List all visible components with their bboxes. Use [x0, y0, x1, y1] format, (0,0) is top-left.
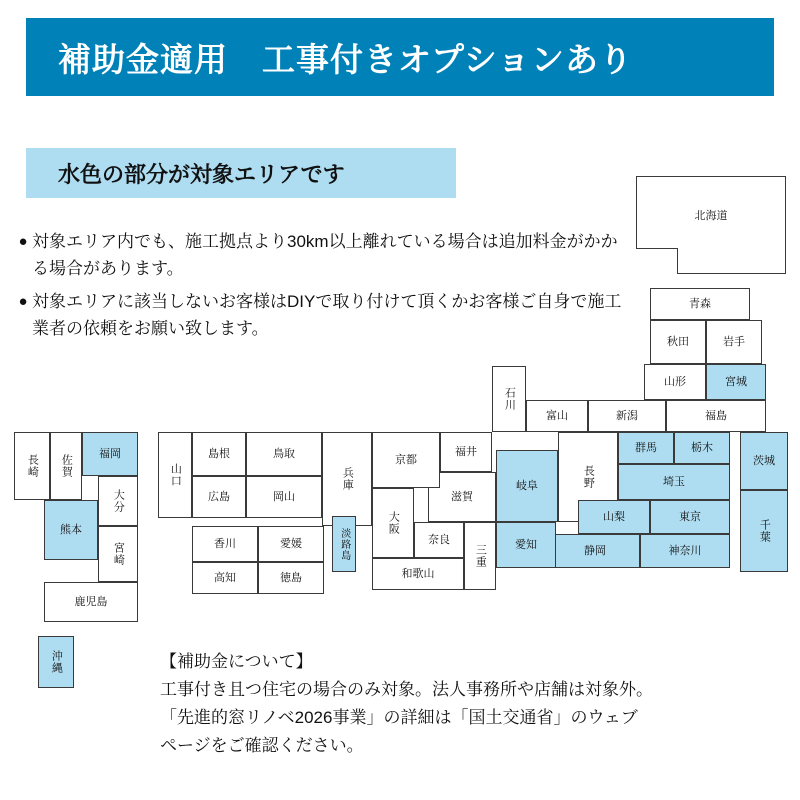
bullet-icon: ●: [18, 293, 28, 310]
pref-label: 沖縄: [50, 650, 63, 674]
pref-akita: [650, 320, 706, 364]
pref-okinawa: [38, 636, 74, 688]
pref-gifu: [496, 450, 558, 522]
pref-toyama: [526, 400, 588, 432]
pref-nagasaki: [14, 432, 50, 500]
pref-label: 愛知: [515, 538, 537, 551]
pref-label: 栃木: [691, 441, 713, 454]
pref-label: 福岡: [99, 447, 121, 460]
pref-label: 大分: [112, 489, 125, 513]
page-title: 補助金適用 工事付きオプションあり: [58, 40, 634, 78]
pref-label: 岩手: [723, 335, 745, 348]
pref-label: 高知: [214, 571, 236, 584]
pref-aomori: [650, 288, 750, 320]
pref-label: 京都: [395, 453, 417, 466]
pref-yamaguchi: [158, 432, 192, 518]
pref-label: 長野: [582, 465, 595, 489]
pref-label: 広島: [208, 490, 230, 503]
pref-label: 秋田: [667, 335, 689, 348]
pref-hiroshima: [192, 476, 246, 518]
pref-tottori: [246, 432, 322, 476]
pref-kagawa: [258, 526, 324, 562]
pref-label: 佐賀: [60, 454, 73, 478]
pref-label: 和歌山: [401, 567, 435, 580]
pref-wakayama: [372, 558, 464, 590]
pref-label: 茨城: [753, 454, 775, 467]
pref-nara: [414, 522, 464, 558]
pref-label: 長崎: [26, 454, 39, 478]
pref-saga: [50, 432, 82, 500]
pref-kumamoto: [44, 500, 98, 560]
footnote-line: 「先進的窓リノベ2026事業」の詳細は「国土交通省」のウェブ: [160, 708, 638, 727]
pref-kyoto: [372, 432, 440, 488]
pref-label: 福島: [705, 409, 727, 422]
footnote-line: 工事付き且つ住宅の場合のみ対象。法人事務所や店舗は対象外。: [160, 680, 653, 699]
pref-osaka: [372, 488, 414, 558]
note-text: 対象エリアに該当しないお客様はDIYで取り付けて頂くかお客様ご自身で施工業者の依頼をお願い致します。: [32, 292, 622, 338]
pref-label: 熊本: [60, 523, 82, 536]
pref-niigata: [588, 400, 666, 432]
pref-label: 愛媛: [280, 537, 302, 550]
map-notch: [636, 248, 678, 274]
pref-chiba: [740, 490, 788, 572]
pref-okayama: [246, 476, 322, 518]
pref-ibaraki: [740, 432, 788, 490]
pref-label: 島根: [208, 447, 230, 460]
pref-tochigi: [674, 432, 730, 464]
pref-label: 石川: [503, 387, 516, 411]
pref-label: 神奈川: [668, 544, 702, 557]
subheading-label: 水色の部分が対象エリアです: [58, 161, 345, 187]
pref-iwate: [706, 320, 762, 364]
note-text: 対象エリア内でも、施工拠点より30km以上離れている場合は追加料金がかかる場合があります。: [32, 232, 618, 278]
pref-fukuoka: [82, 432, 138, 476]
pref-label: 大阪: [387, 511, 400, 535]
pref-label: 鳥取: [273, 447, 295, 460]
pref-label: 群馬: [635, 441, 657, 454]
pref-miyazaki: [98, 526, 138, 582]
pref-label: 滋賀: [451, 490, 473, 503]
pref-fukui: [440, 432, 492, 472]
pref-tokushima: [258, 562, 324, 594]
pref-label: 北海道: [694, 210, 728, 222]
pref-label: 奈良: [428, 533, 450, 546]
pref-yamanashi: [578, 500, 650, 534]
pref-label: 兵庫: [341, 467, 354, 491]
pref-label: 東京: [679, 510, 701, 523]
pref-label: 富山: [546, 409, 568, 422]
pref-hokkaido: [636, 176, 786, 274]
pref-label: 淡路島: [338, 527, 350, 561]
pref-label: 香川: [214, 537, 236, 550]
pref-label: 岐阜: [516, 479, 538, 492]
pref-label: 千葉: [758, 519, 771, 543]
pref-ehime: [192, 526, 258, 562]
pref-kagoshima: [44, 582, 138, 622]
pref-awajishima: [332, 516, 356, 572]
pref-label: 岡山: [273, 490, 295, 503]
pref-mie: [464, 522, 496, 590]
pref-label: 新潟: [616, 409, 638, 422]
pref-fukushima: [666, 400, 766, 432]
pref-miyagi: [706, 364, 766, 400]
pref-shimane: [192, 432, 246, 476]
pref-label: 山口: [169, 463, 182, 487]
pref-yamagata: [644, 364, 706, 400]
pref-kanagawa: [640, 534, 730, 568]
pref-oita: [98, 476, 138, 526]
pref-label: 静岡: [584, 544, 606, 557]
pref-label: 山梨: [603, 510, 625, 523]
pref-saitama: [618, 464, 730, 500]
pref-tokyo: [650, 500, 730, 534]
pref-aichi: [496, 522, 556, 568]
footnote-line: ページをご確認ください。: [160, 736, 364, 755]
pref-label: 宮城: [725, 375, 747, 388]
subsidy-footnote: [160, 648, 790, 760]
pref-label: 徳島: [280, 571, 302, 584]
pref-label: 山形: [664, 375, 686, 388]
pref-ishikawa: [492, 366, 526, 432]
pref-label: 三重: [474, 544, 487, 568]
pref-label: 埼玉: [663, 475, 685, 488]
bullet-icon: ●: [18, 233, 28, 250]
pref-hyogo: [322, 432, 372, 526]
pref-shizuoka: [550, 534, 640, 568]
pref-label: 鹿児島: [74, 595, 108, 608]
pref-label: 青森: [689, 297, 711, 310]
pref-label: 福井: [455, 445, 477, 458]
pref-gunma: [618, 432, 674, 464]
pref-kochi: [192, 562, 258, 594]
footnote-line: 【補助金について】: [160, 652, 313, 671]
pref-label: 宮崎: [112, 542, 125, 566]
